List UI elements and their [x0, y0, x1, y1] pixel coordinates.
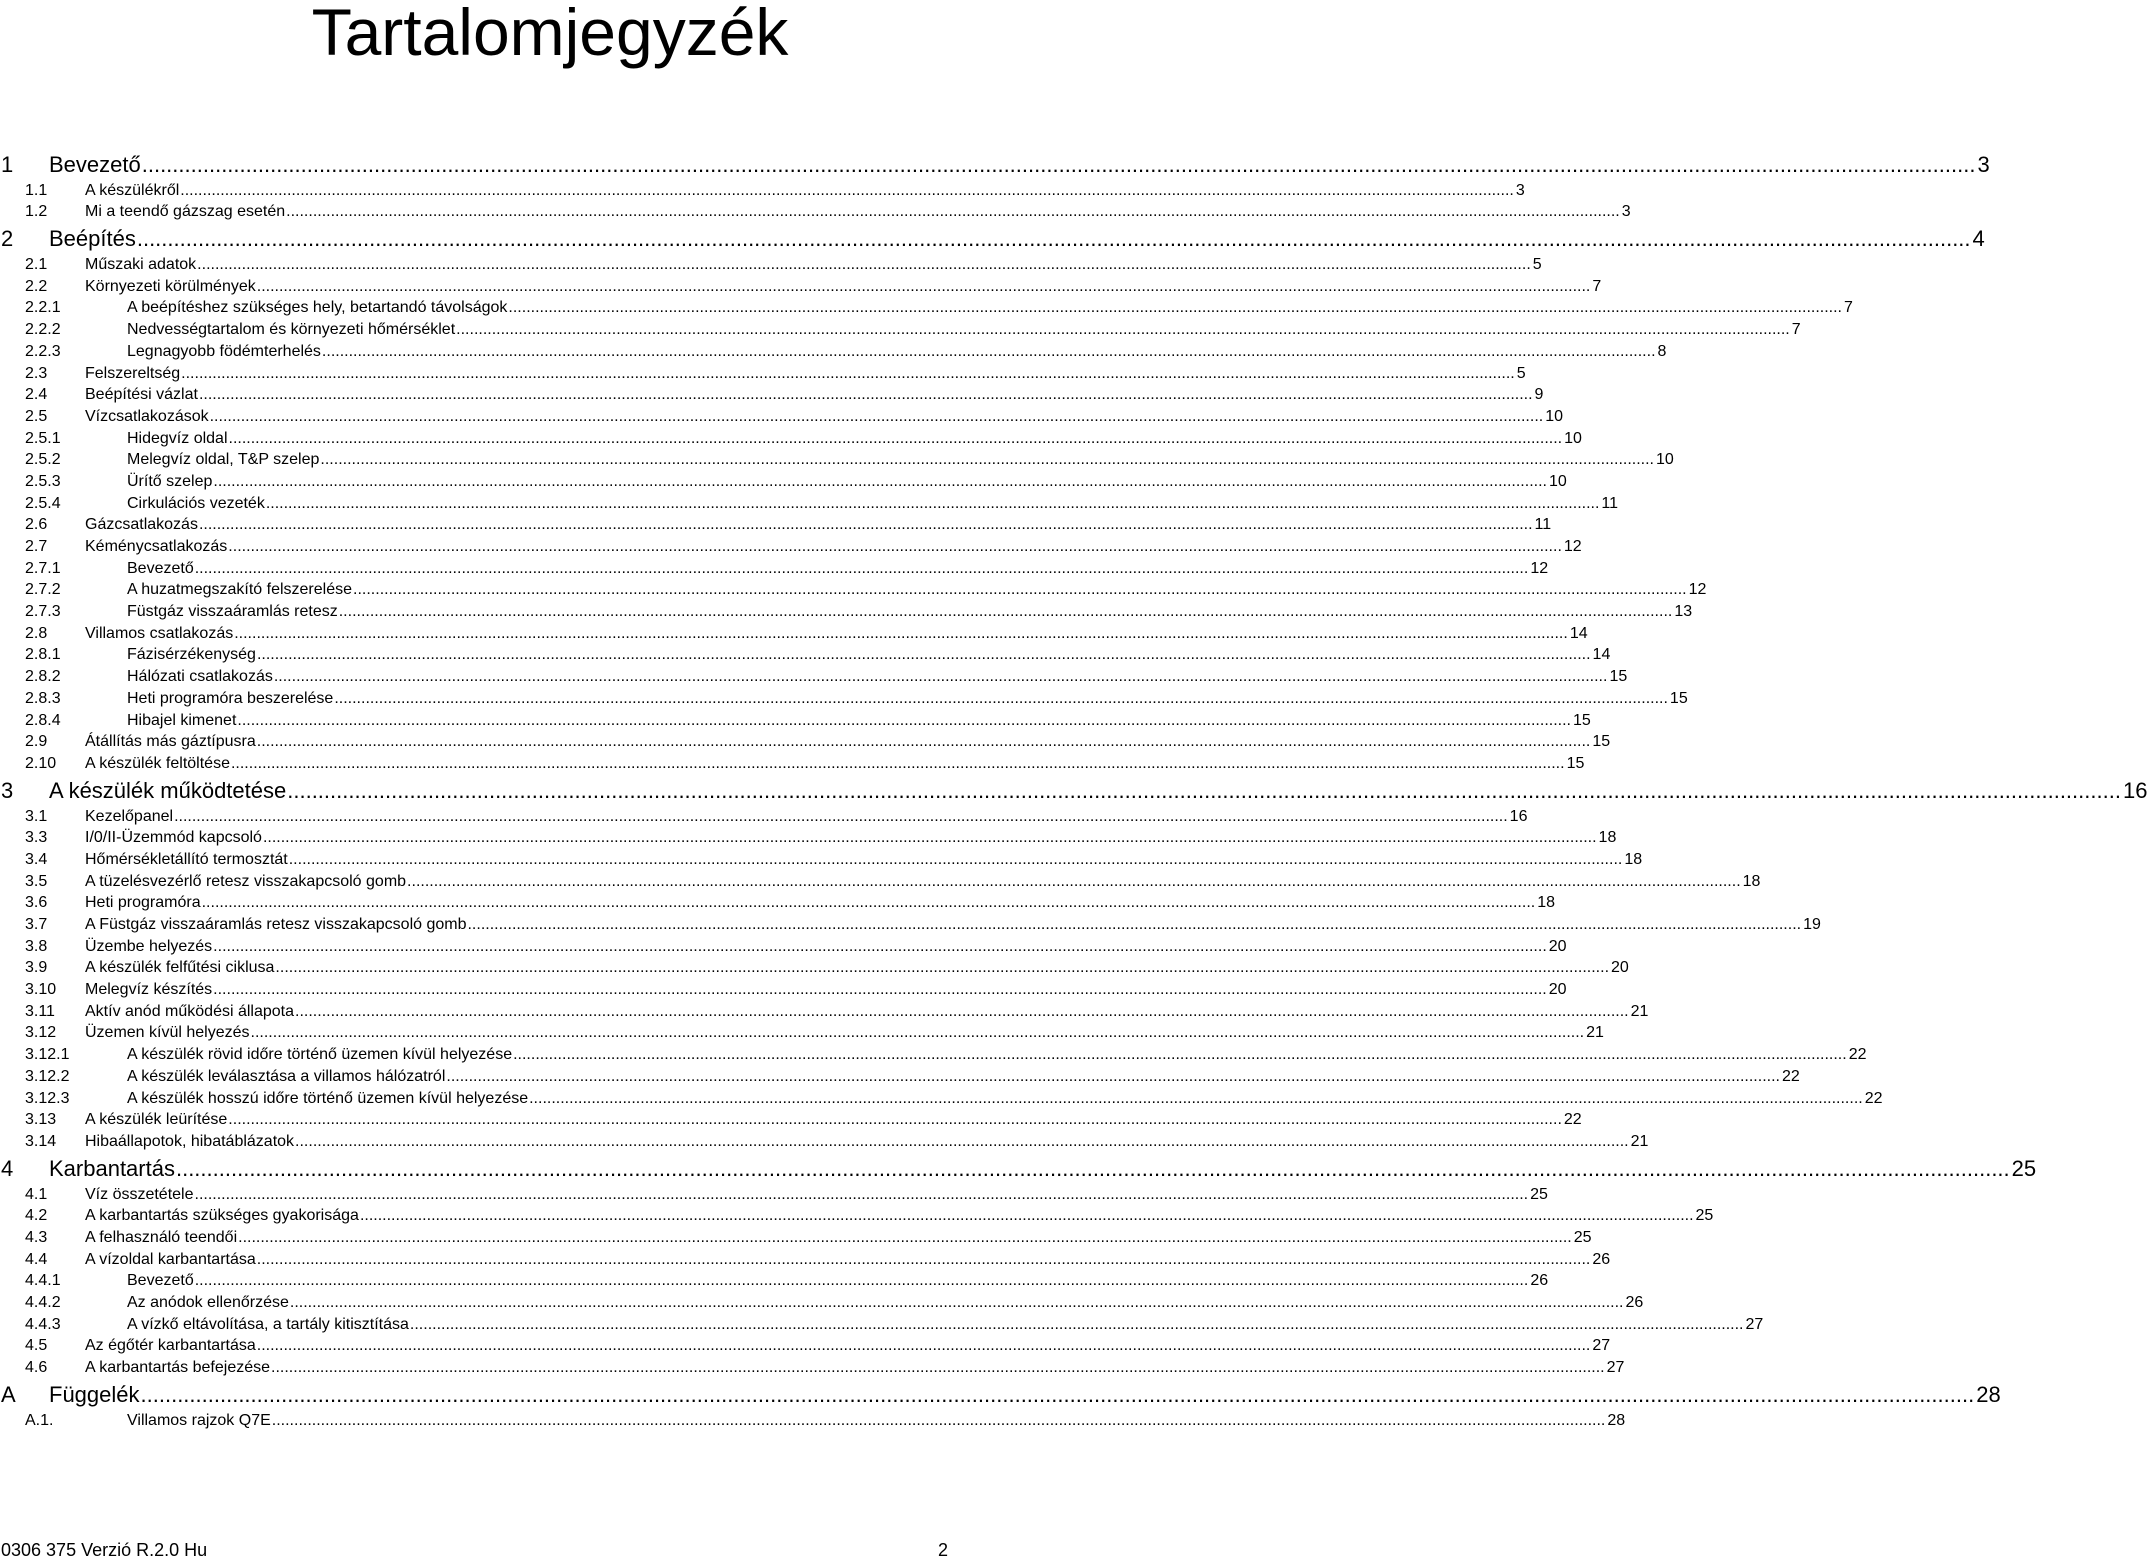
toc-entry[interactable] [0, 535, 1582, 557]
toc-dot-leader: ............................................................................................................................................................................................................................................................................................................ [256, 733, 1591, 751]
toc-dot-leader: ............................................................................................................................................................................................................................................................................................................ [286, 203, 1620, 221]
toc-entry-page: 15 [1592, 733, 1611, 751]
toc-entry-title: Füstgáz visszaáramlás retesz [127, 603, 338, 621]
toc-entry-number: 1.1 [25, 181, 48, 199]
toc-entry-title: A Füstgáz visszaáramlás retesz visszakapcsoló gomb [85, 916, 467, 933]
toc-entry[interactable] [0, 427, 1582, 449]
toc-dot-leader: ............................................................................................................................................................................................................................................................................................................ [320, 451, 1654, 469]
toc-entry[interactable] [0, 827, 1617, 849]
toc-entry-number: 2.8.4 [25, 711, 61, 729]
toc-entry-number: 2.4 [25, 386, 48, 404]
toc-dot-leader: ............................................................................................................................................................................................................................................................................................................ [338, 603, 1673, 621]
toc-dot-leader: ............................................................................................................................................................................................................................................................................................................ [213, 981, 1547, 999]
toc-entry[interactable] [0, 222, 1985, 253]
toc-entry-number: 2 [1, 226, 14, 252]
toc-entry-number: 2.5 [25, 407, 48, 425]
toc-entry-page: 28 [1976, 1382, 2001, 1408]
toc-entry-title: Nedvességtartalom és környezeti hőmérséklet [127, 321, 456, 339]
toc-dot-leader: ............................................................................................................................................................................................................................................................................................................ [228, 538, 1562, 555]
toc-entry-title: Villamos csatlakozás [85, 624, 234, 642]
toc-entry-number: 4.6 [25, 1359, 48, 1377]
toc-entry-number: 4.1 [25, 1185, 48, 1203]
toc-dot-leader: ............................................................................................................................................................................................................................................................................................................ [271, 1411, 1606, 1429]
toc-dot-leader: ............................................................................................................................................................................................................................................................................................................ [334, 689, 1668, 707]
toc-entry-number: 3.4 [25, 850, 48, 868]
toc-entry[interactable] [0, 1043, 1867, 1065]
toc-entry-title: Víz összetétele [85, 1185, 194, 1203]
toc-entry-title: Cirkulációs vezeték [127, 494, 265, 512]
toc-entry-number: 2.8.3 [25, 689, 61, 707]
toc-entry-page: 26 [1592, 1250, 1611, 1268]
toc-dot-leader: ............................................................................................................................................................................................................................................................................................................ [197, 256, 1531, 274]
toc-entry-title: Üzembe helyezés [85, 937, 213, 955]
toc-entry-number: 3.5 [25, 872, 48, 890]
toc-entry[interactable] [0, 665, 1628, 687]
toc-dot-leader: ............................................................................................................................................................................................................................................................................................................ [467, 916, 1802, 933]
toc-dot-leader: ............................................................................................................................................................................................................................................................................................................ [456, 321, 1790, 339]
toc-entry-title: Vízcsatlakozások [85, 407, 209, 425]
toc-entry-page: 4 [1972, 226, 1985, 252]
toc-entry-page: 5 [1516, 364, 1526, 382]
toc-entry-number: 4.5 [25, 1337, 48, 1355]
toc-entry-number: 3.12.1 [25, 1046, 70, 1064]
toc-entry-page: 11 [1601, 494, 1619, 512]
toc-entry-number: A [1, 1382, 16, 1408]
toc-dot-leader: ............................................................................................................................................................................................................................................................................................................ [287, 777, 2121, 803]
toc-entry-page: 26 [1625, 1294, 1644, 1311]
toc-entry[interactable] [0, 1409, 1626, 1431]
toc-entry-page: 15 [1609, 668, 1628, 686]
toc-dot-leader: ............................................................................................................................................................................................................................................................................................................ [256, 277, 1591, 295]
toc-dot-leader: ............................................................................................................................................................................................................................................................................................................ [256, 1250, 1591, 1268]
toc-entry[interactable] [0, 579, 1707, 601]
toc-entry-number: 4.4 [25, 1250, 48, 1268]
toc-dot-leader: ............................................................................................................................................................................................................................................................................................................ [295, 1132, 1629, 1150]
toc-dot-leader: ............................................................................................................................................................................................................................................................................................................ [446, 1067, 1780, 1085]
toc-entry-title: Környezeti körülmények [85, 277, 256, 295]
footer-page-number: 2 [937, 1540, 948, 1560]
toc-entry-title: Hőmérsékletállító termosztát [85, 850, 288, 868]
toc-entry-page: 3 [1621, 203, 1631, 221]
toc-entry-page: 18 [1598, 829, 1617, 847]
toc-entry[interactable] [0, 557, 1549, 579]
toc-entry-number: 4.3 [25, 1228, 48, 1246]
toc-entry-title: Legnagyobb födémterhelés [127, 342, 321, 360]
toc-entry-title: Üzemen kívül helyezés [85, 1024, 250, 1042]
toc-dot-leader: ............................................................................................................................................................................................................................................................................................................ [209, 407, 1544, 425]
toc-entry-number: 2.2.2 [25, 321, 61, 339]
toc-entry-page: 11 [1534, 516, 1552, 534]
toc-entry-page: 14 [1592, 646, 1611, 664]
toc-entry-number: 3.9 [25, 959, 48, 977]
toc-dot-leader: ............................................................................................................................................................................................................................................................................................................ [228, 1111, 1562, 1129]
toc-entry-page: 15 [1669, 689, 1688, 707]
toc-dot-leader: ............................................................................................................................................................................................................................................................................................................ [271, 1359, 1605, 1377]
toc-entry-number: 1 [1, 152, 14, 177]
toc-entry-page: 22 [1563, 1111, 1582, 1129]
toc-entry-page: 21 [1586, 1024, 1604, 1042]
toc-entry-page: 7 [1592, 277, 1602, 295]
toc-dot-leader: ............................................................................................................................................................................................................................................................................................................ [174, 807, 1508, 825]
toc-entry[interactable] [0, 1087, 1883, 1109]
toc-entry-page: 22 [1848, 1046, 1867, 1064]
toc-dot-leader: ............................................................................................................................................................................................................................................................................................................ [321, 342, 1656, 360]
toc-entry-title: Mi a teendő gázszag esetén [85, 203, 286, 221]
toc-entry-page: 8 [1657, 342, 1667, 360]
toc-entry-title: Aktív anód működési állapota [85, 1002, 295, 1020]
toc-entry-number: 3.3 [25, 829, 48, 847]
toc-entry-page: 20 [1548, 937, 1567, 955]
toc-dot-leader: ............................................................................................................................................................................................................................................................................................................ [262, 829, 1597, 847]
toc-entry-page: 21 [1630, 1132, 1649, 1150]
footer-document-id: 0306 375 Verzió R.2.0 Hu [1, 1540, 208, 1560]
toc-entry-title: A beépítéshez szükséges hely, betartandó távolságok [127, 299, 508, 317]
toc-entry-number: 4.4.1 [25, 1272, 61, 1290]
toc-dot-leader: ............................................................................................................................................................................................................................................................................................................ [275, 959, 1610, 977]
toc-entry-page: 25 [1530, 1185, 1548, 1203]
toc-entry-title: Beépítési vázlat [85, 386, 198, 404]
toc-entry-number: 3.11 [25, 1002, 55, 1020]
toc-entry-page: 18 [1624, 850, 1643, 868]
toc-entry-number: 3.7 [25, 916, 48, 933]
toc-entry-number: 4 [1, 1155, 14, 1181]
toc-entry[interactable] [0, 1335, 1611, 1357]
toc-entry[interactable] [0, 1205, 1714, 1227]
toc-entry-page: 15 [1572, 711, 1591, 729]
toc-entry-number: 3.14 [25, 1132, 57, 1150]
toc-entry[interactable] [0, 1000, 1649, 1022]
toc-entry-page: 15 [1566, 754, 1585, 772]
toc-entry-page: 19 [1803, 916, 1821, 933]
toc-entry-title: A készülék hosszú időre történő üzemen kívül helyezése [127, 1089, 529, 1107]
toc-dot-leader: ............................................................................................................................................................................................................................................................................................................ [353, 581, 1687, 599]
toc-entry[interactable] [0, 709, 1591, 731]
toc-dot-leader: ............................................................................................................................................................................................................................................................................................................ [194, 1272, 1529, 1290]
toc-entry-number: 3.6 [25, 894, 48, 912]
toc-entry-page: 10 [1548, 472, 1567, 490]
toc-entry-number: 2.2.1 [25, 299, 61, 317]
toc-dot-leader: ............................................................................................................................................................................................................................................................................................................ [213, 937, 1547, 955]
toc-dot-leader: ............................................................................................................................................................................................................................................................................................................ [181, 364, 1515, 382]
toc-entry-number: 2.9 [25, 733, 48, 751]
toc-entry-page: 12 [1563, 538, 1582, 555]
toc-entry-number: 2.5.1 [25, 429, 61, 447]
toc-entry[interactable] [0, 1130, 1649, 1152]
toc-entry-page: 7 [1844, 299, 1853, 317]
toc-entry[interactable] [0, 870, 1761, 892]
toc-entry-title: Műszaki adatok [85, 256, 197, 274]
toc-entry-page: 10 [1545, 407, 1563, 425]
toc-entry-page: 5 [1532, 256, 1542, 274]
toc-entry-title: A felhasználó teendői [85, 1228, 238, 1246]
toc-entry-number: 3.8 [25, 937, 48, 955]
toc-dot-leader: ............................................................................................................................................................................................................................................................................................................ [513, 1046, 1847, 1064]
toc-entry-number: 2.8.2 [25, 668, 61, 686]
toc-entry-number: 3 [1, 777, 14, 803]
toc-entry-title: Kezelőpanel [85, 807, 174, 825]
toc-entry[interactable] [0, 1248, 1611, 1270]
toc-entry-page: 27 [1606, 1359, 1625, 1377]
toc-entry[interactable] [0, 805, 1528, 827]
toc-entry[interactable] [0, 405, 1563, 427]
toc-dot-leader: ............................................................................................................................................................................................................................................................................................................ [198, 386, 1533, 404]
toc-entry-number: 2.8 [25, 624, 48, 642]
toc-entry[interactable] [0, 1313, 1764, 1335]
toc-entry-number: 4.4.3 [25, 1315, 61, 1333]
toc-entry-number: 1.2 [25, 203, 48, 221]
toc-entry-page: 22 [1864, 1089, 1883, 1107]
toc-entry-title: A készülék feltöltése [85, 754, 230, 772]
toc-entry-page: 22 [1781, 1067, 1800, 1085]
toc-entry-page: 7 [1791, 321, 1801, 339]
toc-entry-title: A karbantartás szükséges gyakorisága [85, 1207, 359, 1225]
toc-entry-title: Bevezető [127, 559, 194, 577]
toc-entry[interactable] [0, 318, 1801, 340]
toc-entry-page: 20 [1548, 981, 1567, 999]
toc-entry-number: 3.1 [25, 807, 48, 825]
toc-entry[interactable] [0, 913, 1821, 935]
toc-entry-number: 4.2 [25, 1207, 48, 1225]
toc-entry[interactable] [0, 644, 1611, 666]
toc-dot-leader: ............................................................................................................................................................................................................................................................................................................ [194, 1185, 1529, 1203]
toc-entry-page: 25 [1695, 1207, 1714, 1225]
toc-entry[interactable] [0, 275, 1602, 297]
toc-entry-title: A készülék felfűtési ciklusa [85, 959, 275, 977]
toc-entry-page: 14 [1569, 624, 1588, 642]
toc-entry-page: 10 [1564, 429, 1582, 447]
toc-entry[interactable] [0, 1291, 1644, 1313]
toc-dot-leader: ............................................................................................................................................................................................................................................................................................................ [230, 754, 1565, 772]
toc-entry-number: 2.10 [25, 754, 57, 772]
toc-entry[interactable] [0, 1022, 1604, 1044]
toc-entry-title: A huzatmegszakító felszerelése [127, 581, 353, 599]
toc-entry-page: 27 [1592, 1337, 1611, 1355]
toc-entry-title: Az anódok ellenőrzése [127, 1294, 289, 1311]
toc-entry-title: Gázcsatlakozás [85, 516, 198, 534]
toc-dot-leader: ............................................................................................................................................................................................................................................................................................................ [136, 226, 1971, 252]
toc-entry-title: Hálózati csatlakozás [127, 668, 273, 686]
toc-entry-title: Ürítő szelep [127, 472, 213, 490]
toc-entry-page: 20 [1611, 959, 1629, 977]
toc-entry-title: Kéménycsatlakozás [85, 538, 228, 555]
toc-entry[interactable] [0, 752, 1585, 774]
toc-entry-page: 18 [1742, 872, 1761, 890]
toc-entry-page: 12 [1530, 559, 1549, 577]
toc-entry-number: 2.7.2 [25, 581, 61, 599]
toc-entry-number: 2.7.3 [25, 603, 61, 621]
toc-entry[interactable] [0, 1065, 1800, 1087]
toc-dot-leader: ............................................................................................................................................................................................................................................................................................................ [529, 1089, 1863, 1107]
toc-entry-title: Melegvíz oldal, T&P szelep [127, 451, 320, 469]
toc-entry[interactable] [0, 1226, 1592, 1248]
toc-dot-leader: ............................................................................................................................................................................................................................................................................................................ [194, 559, 1529, 577]
toc-entry-number: 3.12.2 [25, 1067, 70, 1085]
toc-entry-title: Melegvíz készítés [85, 981, 213, 999]
toc-entry-title: Függelék [49, 1382, 140, 1408]
toc-entry-page: 10 [1656, 451, 1674, 469]
toc-entry-page: 3 [1515, 181, 1525, 199]
toc-entry[interactable] [0, 622, 1588, 644]
toc-entry-number: 3.12.3 [25, 1089, 70, 1107]
toc-entry-number: 2.7 [25, 538, 48, 555]
toc-entry-number: 2.5.4 [25, 494, 61, 512]
table-of-contents [0, 148, 2147, 1431]
toc-entry[interactable] [0, 514, 1552, 536]
toc-dot-leader: ............................................................................................................................................................................................................................................................................................................ [409, 1315, 1744, 1333]
toc-entry-title: A készülékről [85, 181, 180, 199]
toc-entry-number: 3.13 [25, 1111, 57, 1129]
toc-entry-title: Heti programóra beszerelése [127, 689, 334, 707]
toc-entry-number: 4.4.2 [25, 1294, 61, 1311]
toc-entry[interactable] [0, 201, 1631, 223]
toc-dot-leader: ............................................................................................................................................................................................................................................................................................................ [198, 516, 1533, 534]
toc-entry-number: 2.5.3 [25, 472, 61, 490]
toc-dot-leader: ............................................................................................................................................................................................................................................................................................................ [180, 181, 1514, 199]
toc-dot-leader: ............................................................................................................................................................................................................................................................................................................ [273, 668, 1608, 686]
toc-entry-title: A tüzelésvezérlő retesz visszakapcsoló gomb [85, 872, 407, 890]
toc-entry-number: A.1. [25, 1411, 54, 1429]
toc-entry-title: Hibajel kimenet [127, 711, 237, 729]
toc-entry-title: Fázisérzékenység [127, 646, 256, 664]
toc-entry[interactable] [0, 935, 1567, 957]
toc-entry[interactable] [0, 774, 2147, 805]
toc-dot-leader: ............................................................................................................................................................................................................................................................................................................ [237, 711, 1571, 729]
toc-entry-title: A készülék működtetése [49, 777, 287, 803]
toc-entry-title: A készülék leválasztása a villamos hálózatról [127, 1067, 446, 1085]
toc-entry-page: 18 [1537, 894, 1555, 912]
toc-dot-leader: ............................................................................................................................................................................................................................................................................................................ [289, 1294, 1624, 1311]
toc-dot-leader: ............................................................................................................................................................................................................................................................................................................ [140, 1382, 1975, 1408]
toc-dot-leader: ............................................................................................................................................................................................................................................................................................................ [256, 1337, 1591, 1355]
toc-entry-title: Bevezető [127, 1272, 194, 1290]
toc-dot-leader: ............................................................................................................................................................................................................................................................................................................ [407, 872, 1741, 890]
toc-entry[interactable] [0, 1152, 2037, 1183]
toc-entry-title: Átállítás más gáztípusra [85, 733, 256, 751]
toc-entry-page: 12 [1688, 581, 1707, 599]
toc-entry-title: A készülék rövid időre történő üzemen kívül helyezése [127, 1046, 513, 1064]
toc-entry-number: 2.3 [25, 364, 48, 382]
toc-entry[interactable] [0, 384, 1544, 406]
toc-entry[interactable] [0, 340, 1667, 362]
toc-entry[interactable] [0, 179, 1525, 201]
toc-entry-page: 16 [1509, 807, 1528, 825]
toc-entry[interactable] [0, 892, 1555, 914]
page-title: Tartalomjegyzék [311, 0, 789, 69]
toc-entry-page: 27 [1745, 1315, 1764, 1333]
toc-entry-title: Felszereltség [85, 364, 181, 382]
toc-dot-leader: ............................................................................................................................................................................................................................................................................................................ [359, 1207, 1694, 1225]
toc-entry[interactable] [0, 1378, 2001, 1409]
toc-entry[interactable] [0, 600, 1693, 622]
toc-dot-leader: ............................................................................................................................................................................................................................................................................................................ [141, 152, 1976, 177]
toc-dot-leader: ............................................................................................................................................................................................................................................................................................................ [256, 646, 1591, 664]
toc-entry-number: 3.10 [25, 981, 57, 999]
toc-dot-leader: ............................................................................................................................................................................................................................................................................................................ [508, 299, 1842, 317]
toc-entry[interactable] [0, 148, 1990, 179]
toc-entry[interactable] [0, 492, 1619, 514]
toc-entry[interactable] [0, 1356, 1625, 1378]
toc-entry-title: Bevezető [49, 152, 141, 177]
toc-entry-title: Hidegvíz oldal [127, 429, 228, 447]
toc-entry-title: Karbantartás [49, 1155, 175, 1181]
toc-dot-leader: ............................................................................................................................................................................................................................................................................................................ [228, 429, 1563, 447]
toc-dot-leader: ............................................................................................................................................................................................................................................................................................................ [213, 472, 1547, 490]
toc-entry-title: A készülék leürítése [85, 1111, 228, 1129]
toc-entry-title: Heti programóra [85, 894, 201, 912]
toc-entry-page: 21 [1630, 1002, 1649, 1020]
toc-entry[interactable] [0, 731, 1611, 753]
toc-entry-number: 3.12 [25, 1024, 57, 1042]
toc-entry-page: 28 [1607, 1411, 1626, 1429]
toc-entry[interactable] [0, 687, 1688, 709]
toc-entry-page: 13 [1674, 603, 1693, 621]
toc-entry-number: 2.5.2 [25, 451, 61, 469]
toc-entry-page: 3 [1977, 152, 1990, 177]
toc-entry-number: 2.6 [25, 516, 48, 534]
toc-entry-page: 26 [1530, 1272, 1549, 1290]
toc-entry-page: 25 [2011, 1155, 2037, 1181]
toc-entry[interactable] [0, 1183, 1548, 1205]
toc-entry-number: 2.2.3 [25, 342, 61, 360]
toc-entry-page: 25 [1573, 1228, 1592, 1246]
toc-dot-leader: ............................................................................................................................................................................................................................................................................................................ [250, 1024, 1585, 1042]
toc-entry[interactable] [0, 449, 1674, 471]
toc-entry[interactable] [0, 1270, 1549, 1292]
toc-entry-page: 9 [1534, 386, 1544, 404]
toc-entry-title: A vízkő eltávolítása, a tartály kitisztítása [127, 1315, 409, 1333]
toc-dot-leader: ............................................................................................................................................................................................................................................................................................................ [234, 624, 1568, 642]
toc-entry-title: Beépítés [49, 226, 136, 252]
toc-entry-title: Hibaállapotok, hibatáblázatok [85, 1132, 295, 1150]
toc-entry[interactable] [0, 957, 1629, 979]
toc-entry-number: 2.1 [25, 256, 48, 274]
toc-dot-leader: ............................................................................................................................................................................................................................................................................................................ [201, 894, 1536, 912]
toc-entry[interactable] [0, 297, 1853, 319]
toc-entry-title: Villamos rajzok Q7E [127, 1411, 271, 1429]
toc-dot-leader: ............................................................................................................................................................................................................................................................................................................ [288, 850, 1623, 868]
toc-entry-page: 16 [2122, 777, 2147, 803]
toc-dot-leader: ............................................................................................................................................................................................................................................................................................................ [265, 494, 1600, 512]
toc-entry[interactable] [0, 470, 1567, 492]
toc-entry[interactable] [0, 362, 1526, 384]
toc-entry[interactable] [0, 253, 1542, 275]
toc-entry-number: 2.8.1 [25, 646, 61, 664]
toc-entry-title: I/0/II-Üzemmód kapcsoló [85, 829, 262, 847]
toc-entry-number: 2.7.1 [25, 559, 61, 577]
toc-entry-title: Az égőtér karbantartása [85, 1337, 256, 1355]
toc-entry-title: A karbantartás befejezése [85, 1359, 271, 1377]
toc-dot-leader: ............................................................................................................................................................................................................................................................................................................ [295, 1002, 1629, 1020]
toc-entry-number: 2.2 [25, 277, 48, 295]
toc-entry-title: A vízoldal karbantartása [85, 1250, 256, 1268]
toc-entry[interactable] [0, 848, 1643, 870]
toc-entry[interactable] [0, 978, 1567, 1000]
toc-dot-leader: ............................................................................................................................................................................................................................................................................................................ [238, 1228, 1572, 1246]
toc-entry[interactable] [0, 1109, 1582, 1131]
toc-dot-leader: ............................................................................................................................................................................................................................................................................................................ [175, 1155, 2010, 1181]
